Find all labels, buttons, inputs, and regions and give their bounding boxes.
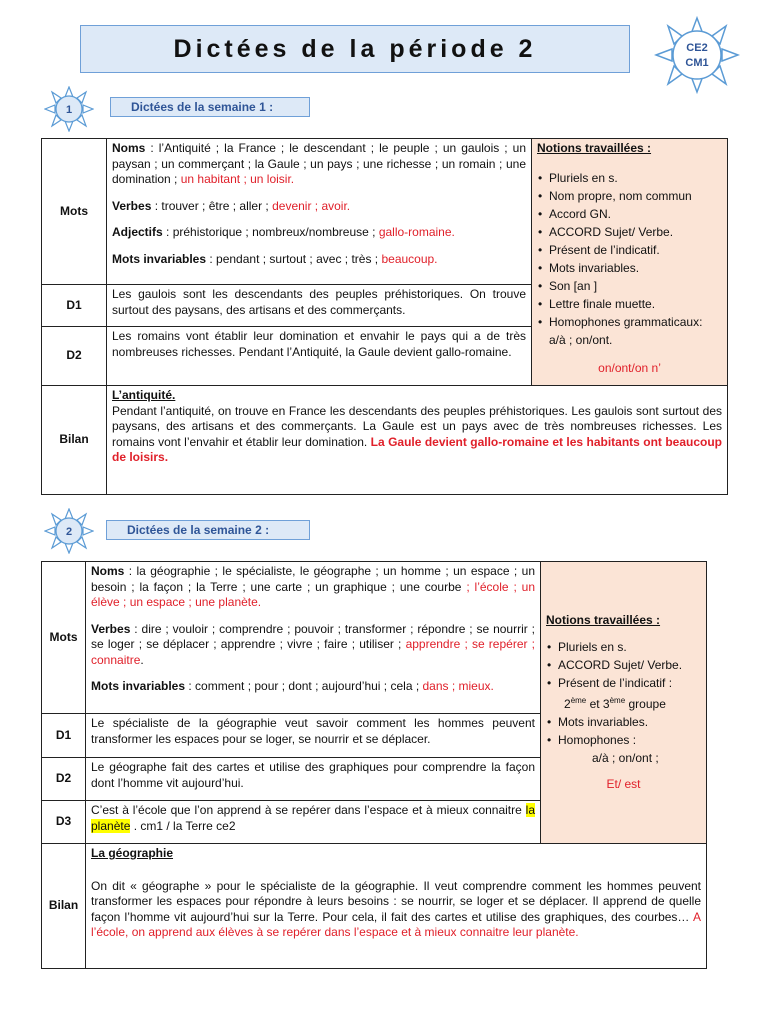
notion-item: • Accord GN. <box>537 205 722 223</box>
noms-red: un habitant ; un loisir. <box>180 172 295 186</box>
notion-item: • ACCORD Sujet/ Verbe. <box>537 223 722 241</box>
week1-notions <box>532 139 728 386</box>
invariables-text: : comment ; pour ; dont ; aujourd’hui ; cela ; <box>185 679 423 693</box>
row-head-d1: D1 <box>42 285 107 327</box>
noms-text: : l’Antiquité ; la France ; le descendant ; le peuple ; un gaulois ; un paysan ; un commerçant ; la Gaule ; un pays ; une richesse ; un romain ; une domination ; <box>112 141 526 186</box>
badge-line1: CE2 <box>686 42 708 54</box>
week2-d3: C’est à l’école que l’on apprend à se repérer dans l’espace et à mieux connaitre la planète . cm1 / la Terre ce2 <box>86 801 541 844</box>
notion-item: • Mots invariables. <box>537 259 722 277</box>
notion-item: • Présent de l’indicatif. <box>537 241 722 259</box>
row-head-mots: Mots <box>42 562 86 714</box>
row-head-bilan: Bilan <box>42 386 107 495</box>
notion-item: • Lettre finale muette. <box>537 295 722 313</box>
week1-d2: Les romains vont établir leur domination et envahir le pays qui a de très nombreuses richesses. Pendant l’Antiquité, la Gaule devient gallo-romaine. <box>107 327 532 386</box>
notion-item: • Mots invariables. <box>546 713 701 731</box>
badge-line2: CM1 <box>685 57 709 69</box>
notion-item: • Présent de l’indicatif : <box>546 674 701 692</box>
notion-item: • Pluriels en s. <box>546 638 701 656</box>
row-head-d3: D3 <box>42 801 86 844</box>
notion-item: • Son [an ] <box>537 277 722 295</box>
verbes-text: : dire ; vouloir ; comprendre ; pouvoir ; transformer ; répondre ; se nourrir ; se loger ; se déplacer ; apprendre ; vivre ; faire ; utiliser ; <box>91 621 535 651</box>
bilan-title: L’antiquité. <box>112 388 176 402</box>
week2-d1: Le spécialiste de la géographie veut savoir comment les hommes peuvent transformer les espaces pour se loger, se nourrir et se déplacer. <box>86 714 541 758</box>
week1-d1: Les gaulois sont les descendants des peuples préhistoriques. On trouve surtout des paysans, des artisans et des commerçants. <box>107 285 532 327</box>
page-title: Dictées de la période 2 <box>80 25 630 73</box>
bilan-title: La géographie <box>91 846 174 860</box>
noms-text: : la géographie ; le spécialiste, le géographe ; un homme ; un espace ; un besoin ; la façon ; la Terre ; une carte ; un graphique ; une courbe <box>91 564 535 594</box>
week1-bilan <box>107 386 728 495</box>
notions-list-2 <box>546 713 701 749</box>
noms-red: ; l’école ; un élève ; un espace ; une planète. <box>91 579 536 609</box>
notions-list <box>537 169 722 331</box>
invariables-label: Mots invariables <box>112 251 207 266</box>
invariables-label: Mots invariables <box>91 679 186 693</box>
sun-number-icon <box>44 508 94 554</box>
notion-groupe: 2ème et 3ème groupe <box>564 696 666 711</box>
notion-item: • Pluriels en s. <box>537 169 722 187</box>
adjectifs-red: gallo-romaine. <box>378 225 455 239</box>
notion-red: Et/ est <box>606 777 641 791</box>
week2-bilan <box>86 844 707 969</box>
invariables-red: beaucoup. <box>381 251 438 266</box>
week2-number: 2 <box>65 526 73 538</box>
invariables-red: dans ; mieux. <box>422 679 494 693</box>
row-head-bilan: Bilan <box>42 844 86 969</box>
notion-extra: a/à ; on/ont. <box>549 332 613 347</box>
noms-label: Noms <box>91 564 125 578</box>
notion-homophones: a/à ; on/ont ; <box>592 751 659 765</box>
notions-title: Notions travaillées : <box>537 141 652 155</box>
row-head-mots: Mots <box>42 139 107 285</box>
verbes-text: : trouver ; être ; aller ; <box>151 198 273 213</box>
week1-mots-cell <box>107 139 532 285</box>
week1-label: Dictées de la semaine 1 : <box>110 97 310 117</box>
verbes-label: Verbes <box>112 198 152 213</box>
week2-d2: Le géographe fait des cartes et utilise des graphiques pour comprendre la façon dont l’homme vit aujourd’hui. <box>86 758 541 801</box>
week2-table <box>41 561 707 969</box>
notion-red: on/ont/on n’ <box>598 360 661 375</box>
notions-title: Notions travaillées : <box>546 612 661 627</box>
bilan-text: On dit « géographe » pour le spécialiste de la géographie. Il veut comprendre comment les hommes peuvent transformer les espaces pour répondre à leurs besoins : se nourrir, se loger et se déplacer. Il apprend de quelle façon l’homme vit aujourd’hui sur la Terre. Pour cela, il fait des cartes et utilise des graphiques, des courbes… <box>91 878 701 924</box>
notion-item: • ACCORD Sujet/ Verbe. <box>546 656 701 674</box>
bilan-text: Pendant l’antiquité, on trouve en France les descendants des peuples préhistoriques. Les gaulois sont surtout des paysans, des artisans et des commerçants. La Gaule est un pays avec de très nombreuses richesses. Les romains vont l’envahir et établir leur domination. <box>112 403 722 449</box>
verbes-red: devenir ; avoir. <box>272 198 351 213</box>
row-head-d1: D1 <box>42 714 86 758</box>
bilan-red: La Gaule devient gallo-romaine et les habitants ont beaucoup de loisirs. <box>112 434 722 464</box>
row-head-d2: D2 <box>42 327 107 386</box>
adjectifs-text: : préhistorique ; nombreux/nombreuse ; <box>162 225 379 239</box>
verbes-red: apprendre ; se repérer ; connaitre <box>91 637 535 667</box>
sun-badge-icon <box>654 16 740 94</box>
noms-label: Noms <box>112 141 146 155</box>
notion-item: • Homophones : <box>546 731 701 749</box>
week1-table <box>41 138 728 495</box>
bilan-red: A l’école, on apprend aux élèves à se repérer dans l’espace et à mieux connaitre leur planète. <box>91 909 701 939</box>
notions-list <box>546 638 701 692</box>
verbes-end: . <box>140 652 144 667</box>
row-head-d2: D2 <box>42 758 86 801</box>
invariables-text: : pendant ; surtout ; avec ; très ; <box>206 251 382 266</box>
week1-number: 1 <box>65 104 73 116</box>
adjectifs-label: Adjectifs <box>112 225 163 239</box>
highlight: la planète <box>91 803 535 833</box>
week2-notions <box>541 562 707 844</box>
notion-item: • Nom propre, nom commun <box>537 187 722 205</box>
week2-mots-cell <box>86 562 541 714</box>
verbes-label: Verbes <box>91 621 131 636</box>
notion-item: • Homophones grammaticaux: <box>537 313 722 331</box>
week2-label: Dictées de la semaine 2 : <box>106 520 310 540</box>
sun-number-icon <box>44 86 94 132</box>
